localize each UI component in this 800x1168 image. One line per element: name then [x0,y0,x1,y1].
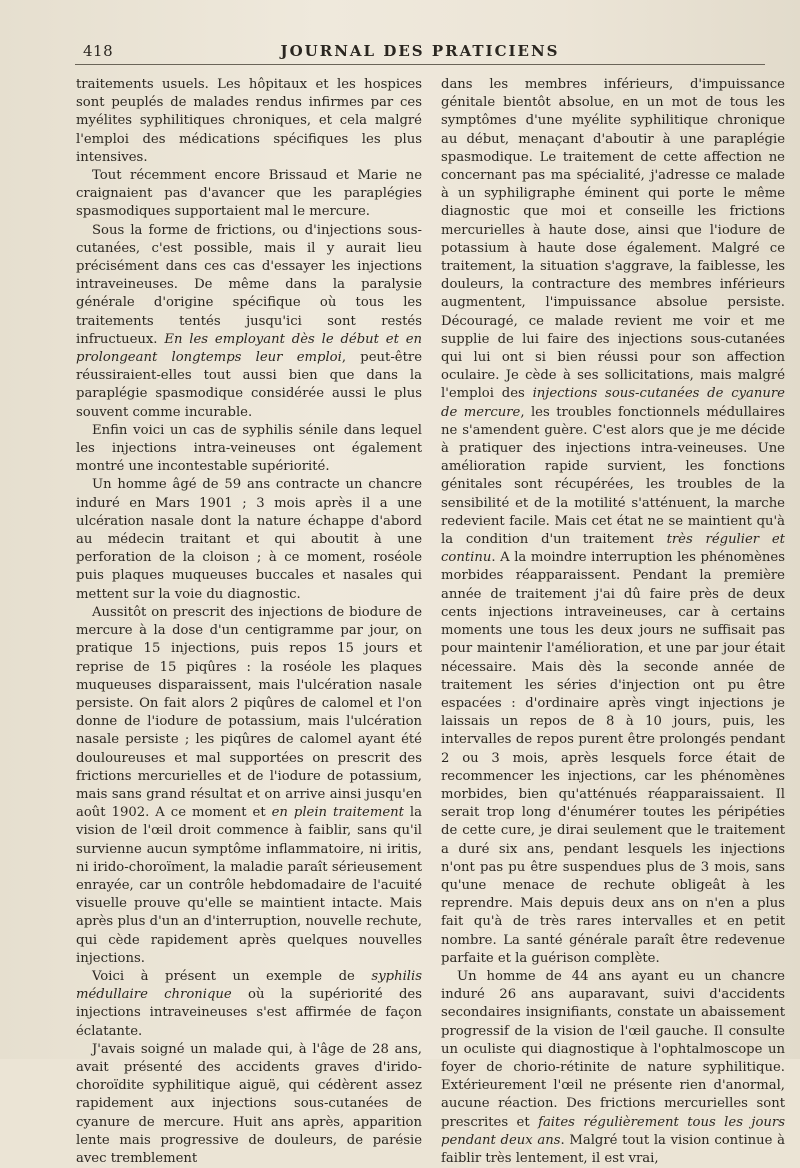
journal-title: JOURNAL DES PRATICIENS [280,42,560,60]
paragraph [76,76,422,167]
text-run: Voici à présent un exemple de [92,968,372,984]
left-column [76,76,422,1168]
text-run: Sous la forme de frictions, ou d'injections sous-cutanées, c'est possible, mais il y aurait lieu précisément dans ces cas d'essayer les injections intraveineuses. De même dans la paralysie générale d'origine spécifique où tous les traitements tentés jusqu'ici sont restés infructueux. [76,222,422,347]
italic-text: très régulier et continu [441,532,785,566]
italic-text: faites régulièrement tous les jours pendant deux ans [441,1114,785,1148]
text-run: . A la moindre interruption les phénomènes morbides réapparaissent. Pendant la première année de traitement j'ai dû faire près de deux cents injections intraveineuses, car à certains moments une tous les deux jours ne suffisait pas pour maintenir l'amélioration, et une par jour était nécessaire. Mais dès la seconde année de traitement les séries d'injection ont pu être espacées : d'ordinaire après vingt injections je laissais un repos de 8 à 10 jours, puis, les intervalles de repos purent être prolongés pendant 2 ou 3 mois, après lesquels force était de recommencer les injections, car les phénomènes morbides, bien qu'atténués réapparaissaient. Il serait trop long d'énumérer toutes les péripéties de cette cure, je dirai seulement que le traitement a duré six ans, pendant lesquels les injections n'ont pas pu être suspendues plus de 3 mois, sans qu'une menace de rechute obligeât à les reprendre. Mais depuis deux ans on n'en a plus fait qu'à de très rares intervalles et en petit nombre. La santé générale paraît être redevenue parfaite et la guérison complète. [441,550,785,966]
text-run: . Malgré tout la vision continue à faiblir très lentement, il est vrai, [441,1132,785,1166]
page-header [75,40,765,65]
text-run: Aussitôt on prescrit des injections de biodure de mercure à la dose d'un centigramme par jour, on pratique 15 injections, puis repos 15 jours et reprise de 15 piqûres : la roséole les plaques muqueuses disparaissent, mais l'ulcération nasale persiste. On fait alors 2 piqûres de calomel et l'on donne de l'iodure de potassium, mais l'ulcération nasale persiste ; les piqûres de calomel ayant été douloureuses et mal supportées on prescrit des frictions mercurielles et de l'iodure de potassium, mais sans grand résultat et on arrive ainsi jusqu'en août 1902. A ce moment et [76,604,422,821]
text-run: dans les membres inférieurs, d'impuissance génitale bientôt absolue, en un mot de tous les symptômes d'une myélite syphilitique chronique au début, menaçant d'aboutir à une paraplégie spasmodique. Le traitement de cette affection ne concernant pas ma spécialité, j'adresse ce malade à un syphiligraphe éminent qui porte le même diagnostic que moi et conseille les frictions mercurielles à haute dose, ainsi que l'iodure de potassium à haute dose également. Malgré ce traitement, la situation s'aggrave, la faiblesse, les douleurs, la contracture des membres inférieurs augmentent, l'impuissance absolue persiste. Découragé, ce malade revient me voir et me supplie de lui faire des injections sous-cutanées qui lui ont si bien réussi pour son affection oculaire. Je cède à ses sollicitations, mais malgré l'emploi des [441,77,785,402]
paragraph [76,167,422,222]
text-run: traitements usuels. Les hôpitaux et les hospices sont peuplés de malades rendus infirmes par ces myélites syphilitiques chroniques, et cela malgré l'emploi des médications spécifiques les plus intensives. [76,77,422,165]
paragraph [76,476,422,603]
paragraph [441,76,785,968]
italic-text: syphilis médullaire chronique [76,968,422,1003]
text-run: J'avais soigné un malade qui, à l'âge de 28 ans, avait présenté des accidents graves d'irido-choroïdite syphilitique aiguë, qui cédèrent assez rapidement aux injections sous-cutanées de cyanure de mercure. Huit ans après, apparition lente mais progressive de douleurs, de parésie avec tremblement [76,1041,422,1166]
text-run: la vision de l'œil droit commence à faiblir, sans qu'il survienne aucun symptôme inflammatoire, ni iritis, ni irido-choroïment, la maladie paraît sérieusement enrayée, car un contrôle hebdomadaire de l'acuité visuelle prouve qu'elle se maintient intacte. Mais après plus d'un an d'interruption, nouvelle rechute, qui cède rapidement après quelques nouvelles injections. [76,805,422,966]
paragraph [76,422,422,477]
text-run: Enfin voici un cas de syphilis sénile dans lequel les injections intra-veineuses ont également montré une incontestable supériorité. [76,422,422,475]
text-run: , les troubles fonctionnels médullaires ne s'amendent guère. C'est alors que je me décide à pratiquer des injections intra-veineuses. Une amélioration rapide survient, les fonctions génitales sont récupérées, les troubles de la sensibilité et de la motilité s'atténuent, la marche redevient facile. Mais cet état ne se maintient qu'à la condition d'un traitement [441,404,785,548]
text-run: , peut-être réussiraient-elles tout aussi bien que dans la paraplégie spasmodique considérée aussi le plus souvent comme incurable. [76,350,423,420]
paragraph [441,968,785,1168]
italic-text: En les employant dès le début et en prolongeant longtemps leur emploi [76,331,422,366]
text-run: Un homme de 44 ans ayant eu un chancre induré 26 ans auparavant, suivi d'accidents secondaires insignifiants, constate un abaissement progressif de la vision de l'œil gauche. Il consulte un oculiste qui diagnostique à l'ophtalmoscope un foyer de chorio-rétinite de nature syphilitique. Extérieurement l'œil ne présente rien d'anormal, aucune réaction. Des frictions mercurielles sont prescrites et [441,968,785,1130]
italic-text: en plein traitement [271,805,404,821]
paragraph [76,1041,422,1168]
text-run: Tout récemment encore Brissaud et Marie ne craignaient pas d'avancer que les paraplégies spasmodiques supportaient mal le mercure. [76,168,422,220]
italic-text: injections sous-cutanées de cyanure de mercure [441,386,785,420]
text-run: où la supériorité des injections intraveineuses s'est affirmée de façon éclatante. [76,987,422,1039]
page-number: 418 [83,42,114,60]
right-column [441,76,785,1166]
paragraph [76,968,422,1041]
paragraph [76,222,422,422]
text-run: Un homme âgé de 59 ans contracte un chancre induré en Mars 1901 ; 3 mois après il a une ulcération nasale dont la nature échappe d'abord au médecin traitant et qui aboutit à une perforation de la cloison ; à ce moment, roséole puis plaques muqueuses buccales et nasales qui mettent sur la voie du diagnostic. [76,477,422,602]
paragraph [76,604,422,968]
